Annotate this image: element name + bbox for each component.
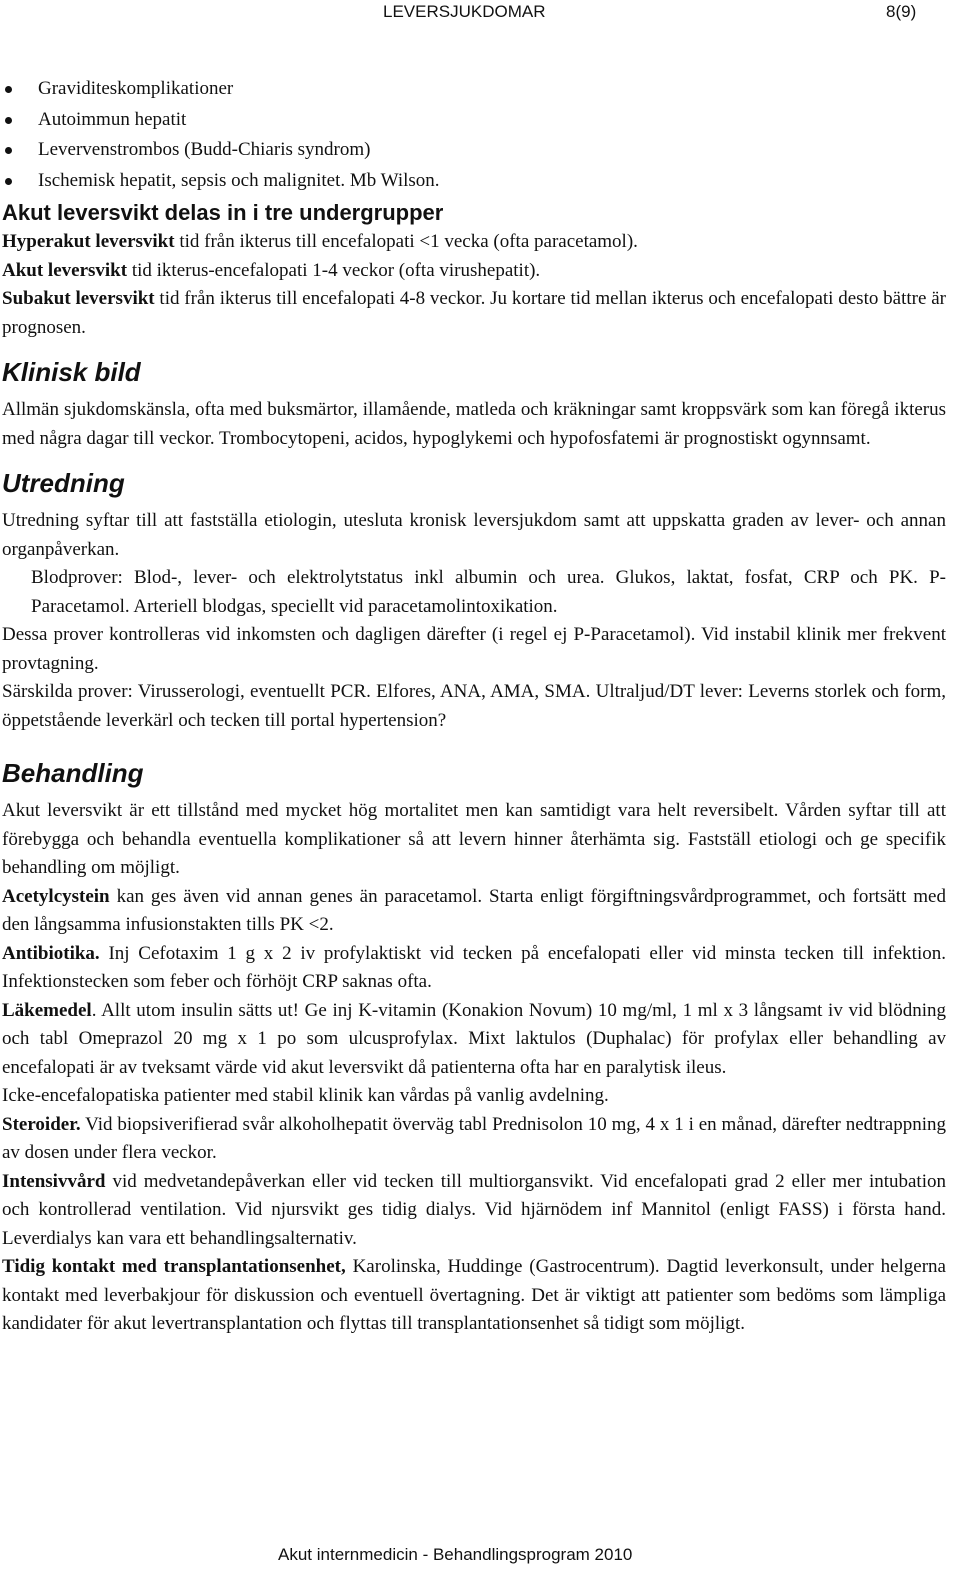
list-item: Autoimmun hepatit [2,105,946,136]
text-steroider: Vid biopsiverifierad svår alkoholhepatit överväg tabl Prednisolon 10 mg, 4 x 1 i en månad, därefter nedtrappning av dosen under flera veckor. [2,1113,946,1163]
term-subakut: Subakut leversvikt [2,288,155,309]
term-acetylcystein: Acetylcystein [2,885,110,907]
term-hyperakut: Hyperakut leversvikt [2,231,175,252]
klinisk-bild-paragraph: Allmän sjukdomskänsla, ofta med buksmärtor, illamående, matleda och kräkningar samt kroppsvärk som kan föregå ikterus med några dagar till veckor. Trombocytopeni, acidos, hypoglykemi och hypofosfatemi är prognostiskt ogynnsamt. [2,399,946,449]
text-hyperakut: tid från ikterus till encefalopati <1 vecka (ofta paracetamol). [174,231,638,252]
text-intensivvard: vid medvetandepåverkan eller vid tecken till multiorgansvikt. Vid encefalopati grad 2 eller mer intubation och kontrollerad ventilation. Vid njursvikt ges tidig dialys. Vid hjärnödem inf Mannitol (enligt FASS) i första hand. Leverdialys kan vara ett behandlingsalternativ. [2,1170,946,1249]
sarskilda-prover-paragraph: Särskilda prover: Virusserologi, eventuellt PCR. Elfores, ANA, AMA, SMA. Ultraljud/DT lever: Leverns storlek och form, öppetstående leverkärl och tecken till portal hypertension? [2,681,946,731]
running-header [0,2,960,24]
text-acetylcystein: kan ges även vid annan genes än paracetamol. Starta enligt förgiftningsvårdprogrammet, och fortsätt med den långsamma infusionstakten tills PK <2. [2,885,946,935]
document-body [2,74,946,1339]
icke-encefalopatiska-paragraph: Icke-encefalopatiska patienter med stabil klinik kan vårdas på vanlig avdelning. [2,1085,609,1106]
subgroup-subakut [2,285,946,342]
subgroup-hyperakut [2,228,946,257]
list-item: Levervenstrombos (Budd-Chiaris syndrom) [2,135,946,166]
term-steroider: Steroider. [2,1113,81,1135]
term-lakemedel: Läkemedel [2,999,92,1021]
term-intensivvard: Intensivvård [2,1170,106,1192]
transplantation-contact-paragraph [2,1253,946,1339]
text-lakemedel: . Allt utom insulin sätts ut! Ge inj K-vitamin (Konakion Novum) 10 mg/ml, 1 ml x 3 långsamt iv vid blödning och tabl Omeprazol 20 mg x 1 po som ulcusprofylax. Mixt laktulos (Duphalac) för profylax eller behandling av encefalopati är av tveksamt värde vid akut leversvikt då patienterna ofta har en paralytisk ileus. [2,999,946,1078]
kontroll-paragraph: Dessa prover kontrolleras vid inkomsten och dagligen därefter (i regel ej P-Paracetamol). Vid instabil klinik mer frekvent provtagning. [2,624,946,674]
behandling-heading: Behandling [2,758,144,788]
term-transplantation-contact: Tidig kontakt med transplantationsenhet, [2,1256,346,1277]
intensivvard-paragraph [2,1168,946,1254]
subgroup-akut [2,257,946,286]
utredning-intro: Utredning syftar till att fastställa etiologin, utesluta kronisk leversjukdom samt att uppskatta graden av lever- och annan organpåverkan. [2,510,946,560]
utredning-heading: Utredning [2,468,125,498]
page-number: 8(9) [886,2,917,21]
klinisk-bild-heading: Klinisk bild [2,357,141,387]
steroider-paragraph [2,1111,946,1168]
list-item: Ischemisk hepatit, sepsis och malignitet. Mb Wilson. [2,166,946,197]
blodprover-paragraph: Blodprover: Blod-, lever- och elektrolytstatus inkl albumin och urea. Glukos, laktat, fosfat, CRP och PK. P-Paracetamol. Arteriell blodgas, speciellt vid paracetamolintoxikation. [31,567,946,617]
causes-list [2,74,946,196]
text-transplantation-contact: Karolinska, Huddinge (Gastrocentrum). Dagtid leverkonsult, under helgerna kontakt med leverbakjour för diskussion och eventuell övertagning. Det är viktigt att patienter som bedöms som lämpliga kandidater för akut levertransplantation och flyttas till transplantationsenhet så tidigt som möjligt. [2,1256,946,1334]
text-subakut: tid från ikterus till encefalopati 4-8 veckor. Ju kortare tid mellan ikterus och encefalopati desto bättre är prognosen. [2,288,946,338]
behandling-intro: Akut leversvikt är ett tillstånd med mycket hög mortalitet men kan samtidigt vara helt reversibelt. Vården syftar till att förebygga och behandla eventuella komplikationer så att levern hinner återhämta sig. Fastställ etiologi och ge specifik behandling om möjligt. [2,800,946,878]
antibiotika-paragraph [2,940,946,997]
list-item: Graviditeskomplikationer [2,74,946,105]
text-antibiotika: Inj Cefotaxim 1 g x 2 iv profylaktiskt vid tecken på encefalopati eller vid minsta tecken till infektion. Infektionstecken som feber och förhöjt CRP saknas ofta. [2,942,946,992]
subgroups-heading: Akut leversvikt delas in i tre undergrupper [2,200,444,225]
term-akut: Akut leversvikt [2,259,128,281]
lakemedel-paragraph [2,997,946,1083]
text-akut: tid ikterus-encefalopati 1-4 veckor (ofta virushepatit). [127,259,541,281]
page-footer: Akut internmedicin - Behandlingsprogram 2010 [278,1545,633,1564]
acetylcystein-paragraph [2,883,946,940]
term-antibiotika: Antibiotika. [2,942,100,964]
header-title: LEVERSJUKDOMAR [383,2,546,21]
